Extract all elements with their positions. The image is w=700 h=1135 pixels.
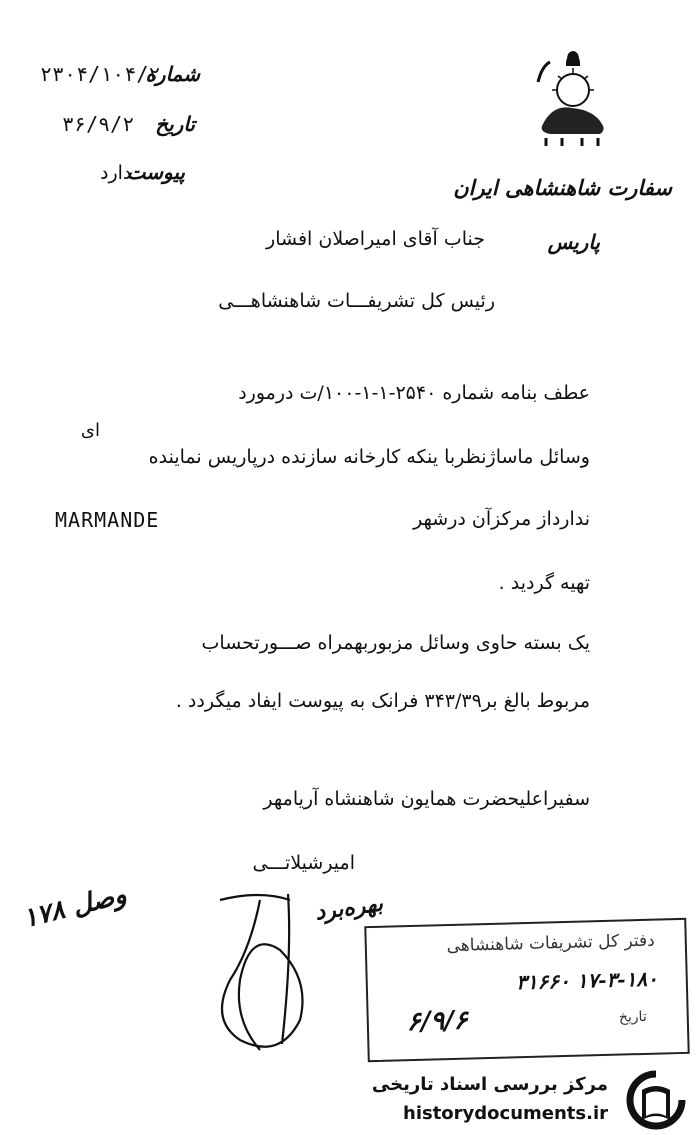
stamp-title: دفتر کل تشریفات شاهنشاهی bbox=[446, 930, 656, 957]
footer-url: historydocuments.ir bbox=[403, 1103, 608, 1124]
footer-org-name: مرکز بررسی اسناد تاریخی bbox=[371, 1074, 608, 1095]
body-line-2: وسائل ماساژنظربا ینکه کارخانه سازنده درپاریس نماینده bbox=[148, 446, 590, 468]
stamp-number: ۳۱۶۶۰ ۱۷-۳-۱۸۰ bbox=[515, 966, 659, 995]
stamp-date: ۶/۹/۶ bbox=[406, 1005, 469, 1038]
attachment-value: دارد bbox=[100, 162, 132, 184]
archive-logo-icon bbox=[624, 1070, 688, 1130]
recipient-title: رئیس کل تشریفـــات شاهنشاهـــی bbox=[218, 290, 495, 312]
received-note: وصل ۱۷۸ bbox=[20, 879, 130, 935]
number-label: شماره bbox=[145, 62, 200, 86]
stamp-date-label: تاریخ bbox=[618, 1008, 647, 1026]
signatory-title: سفیراعلیحضرت همایون شاهنشاه آریامهر bbox=[263, 788, 590, 810]
attachment-label: پیوست bbox=[126, 160, 185, 184]
body-ref-line: عطف بنامه شماره ۲۵۴۰-۱-۱-۱۰۰/ت درمورد bbox=[238, 382, 590, 404]
date-label: تاریخ bbox=[155, 112, 195, 136]
body-line-6: مربوط بالغ بر۳۴۳/۳۹ فرانک به پیوست ایفاد میگردد . bbox=[175, 690, 590, 712]
registry-stamp bbox=[364, 918, 689, 1062]
signatory-name: امیرشیلاتـــی bbox=[252, 852, 355, 874]
latin-city-name: MARMANDE bbox=[55, 508, 160, 532]
body-ref-extra: ای bbox=[80, 420, 100, 441]
lion-and-sun-emblem-icon bbox=[528, 48, 618, 148]
body-line-3: ندارداز مرکزآن درشهر bbox=[413, 508, 590, 530]
number-value: ۲۳۰۴/۱۰۴/۲ bbox=[40, 62, 161, 86]
embassy-name: سفارت شاهنشاهی ایران bbox=[453, 175, 672, 200]
body-line-5: یک بسته حاوی وسائل مزبوربهمراه صـــورتحساب bbox=[201, 632, 590, 654]
body-line-4: تهیه گردید . bbox=[498, 572, 590, 594]
city-name: پاریس bbox=[547, 230, 600, 254]
date-value: ۳۶/۹/۲ bbox=[62, 112, 135, 136]
recipient-name: جناب آقای امیراصلان افشار bbox=[266, 228, 485, 250]
initial-note: بهره‌برد bbox=[313, 890, 385, 926]
